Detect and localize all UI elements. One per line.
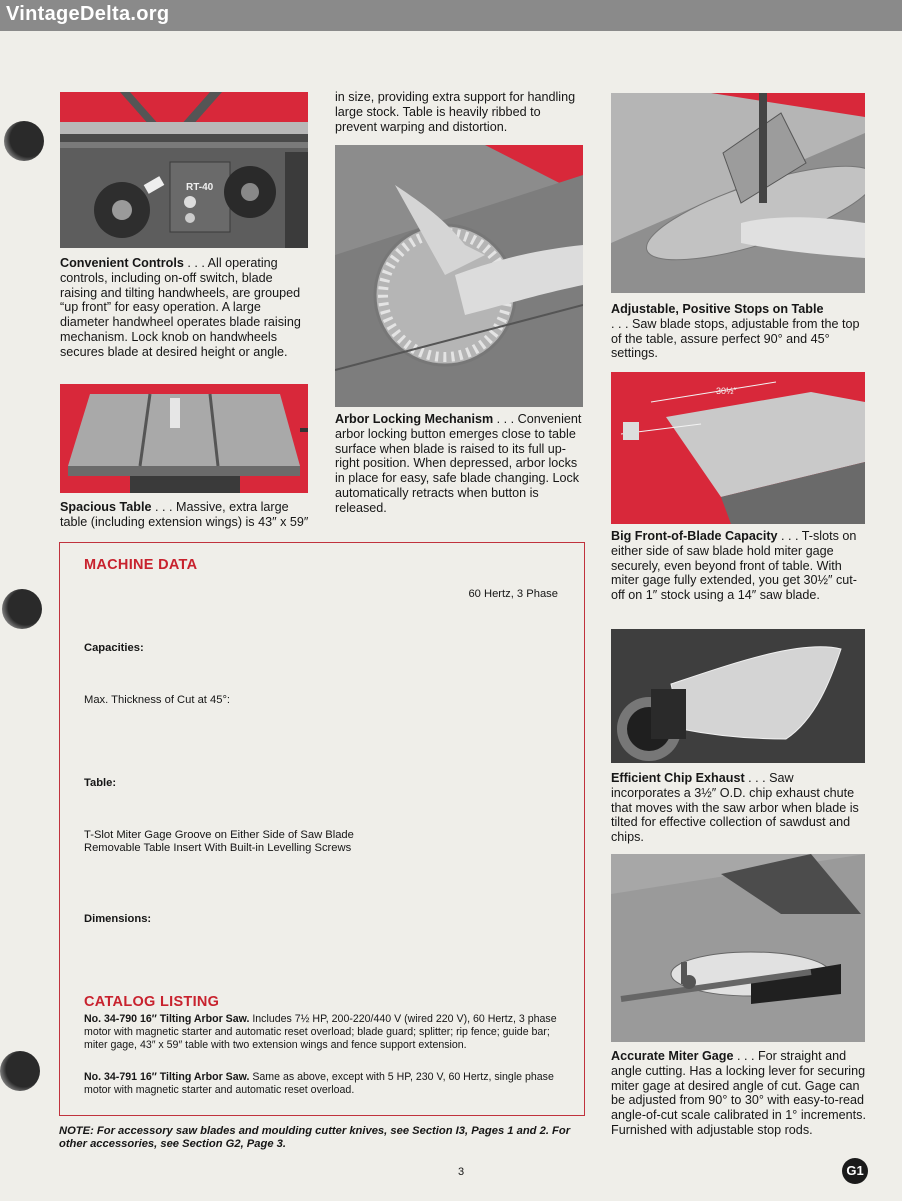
caption-title: Big Front-of-Blade Capacity — [611, 529, 778, 543]
catalog-item-34-791 — [84, 1071, 558, 1097]
capacity-dimension-label: 30½″ — [716, 386, 737, 396]
spec-motor-value-line2: 60 Hertz, 3 Phase — [468, 588, 558, 600]
spec-table-label: Table: — [84, 777, 117, 789]
caption-miter-gage: Accurate Miter Gage . . . For straight and angle cutting. Has a locking lever for securing miter gage at desired angle of cut. Gage can be adjusted from 90° to 30° with easy-to-read angle-of-cut scale calibrated in 1° increments. Furnished with adjustable stop rods. — [611, 1049, 866, 1137]
spec-thickness-label: Max. Thickness of Cut at 45°: — [84, 694, 231, 706]
binder-hole — [4, 121, 44, 161]
caption-body: Saw incorporates a 3½″ O.D. chip exhaust chute that moves with the saw arbor when blade is tilted for effective collection of sawdust and chips. — [611, 771, 859, 845]
catalog-listing-heading: CATALOG LISTING — [84, 994, 220, 1010]
caption-body: T-slots on either side of saw blade hold miter gage securely, even beyond front of table. With miter gage fully extended, you get 30½″ cut-off on 1″ stock using a 14″ saw blade. — [611, 529, 857, 603]
machine-data-heading: MACHINE DATA — [84, 557, 198, 573]
catalog-item-title: No. 34-790 16″ Tilting Arbor Saw. — [84, 1013, 250, 1025]
photo-arbor-locking — [335, 145, 583, 407]
photo-chip-exhaust — [611, 629, 865, 763]
caption-body: Massive, extra large table (including extension wings) is 43″ x 59″ — [60, 500, 309, 529]
site-header — [0, 0, 902, 31]
spec-tslot: T-Slot Miter Gage Groove on Either Side of Saw Blade — [84, 829, 354, 841]
spec-dimensions-label: Dimensions: — [84, 913, 152, 925]
binder-hole — [2, 589, 42, 629]
binder-hole — [0, 1051, 40, 1091]
caption-title: Spacious Table — [60, 500, 152, 514]
spec-table-insert: Removable Table Insert With Built-in Levelling Screws — [84, 842, 352, 854]
catalog-item-body: Same as above, except with 5 HP, 230 V, 60 Hertz, single phase motor with magnetic starter and automatic reset overload. — [84, 1071, 554, 1097]
photo-positive-stops — [611, 93, 865, 293]
photo-front-blade-capacity — [611, 372, 865, 524]
caption-title: Accurate Miter Gage — [611, 1049, 734, 1063]
page-number: 3 — [458, 1166, 465, 1178]
rt40-label: RT-40 — [186, 182, 214, 193]
photo-miter-gage — [611, 854, 865, 1042]
caption-title: Convenient Controls — [60, 256, 184, 270]
caption-title: Efficient Chip Exhaust — [611, 771, 745, 785]
accessory-note: NOTE: For accessory saw blades and moulding cutter knives, see Section I3, Pages 1 and 2. For other accessories, see Section G2, Page 3. — [59, 1125, 571, 1151]
caption-body: All operating controls, including on-off switch, blade raising and tilting handwheels, are grouped “up front” for easy operation. A large diameter handwheel operates blade raising mechanism. Lock knob on handwheels secures blade at desired height or angle. — [60, 256, 301, 359]
catalog-item-title: No. 34-791 16″ Tilting Arbor Saw. — [84, 1071, 250, 1083]
caption-spacious-table: Spacious Table . . . Massive, extra large table (including extension wings) is 43″ x 59″ — [60, 500, 310, 530]
caption-chip-exhaust: Efficient Chip Exhaust . . . Saw incorporates a 3½″ O.D. chip exhaust chute that moves with the saw arbor when blade is tilted for effective collection of sawdust and chips. — [611, 771, 859, 845]
photo-convenient-controls — [60, 92, 308, 248]
caption-title: Adjustable, Positive Stops on Table — [611, 302, 824, 316]
caption-body: Saw blade stops, adjustable from the top of the table, assure perfect 90° and 45° settings. — [611, 316, 860, 361]
catalog-item-34-790 — [84, 1013, 558, 1052]
spec-capacities-label: Capacities: — [84, 642, 144, 654]
caption-body: For straight and angle cutting. Has a locking lever for securing miter gage at desired angle of cut. Gage can be adjusted from 90° to 30° with easy-to-read angle-of-cut scale calibrated in 1° increments. Furnished with adjustable stop rods. — [611, 1049, 866, 1137]
photo-spacious-table — [60, 384, 308, 493]
caption-positive-stops: Adjustable, Positive Stops on Table . . . Saw blade stops, adjustable from the top of the table, assure perfect 90° and 45° settings. — [611, 302, 860, 361]
caption-body: Convenient arbor locking button emerges close to table surface when blade is raised to its full up-right position. When depressed, arbor locks in place for easy, safe blade changing. Lock automatically retracts when button is released. — [335, 412, 582, 515]
section-badge: G1 — [842, 1158, 868, 1184]
site-title[interactable]: VintageDelta.org — [6, 3, 170, 25]
caption-convenient-controls: Convenient Controls . . . All operating controls, including on-off switch, blade raising and tilting handwheels, are grouped “up front” for easy operation. A large diameter handwheel operates blade raising mechanism. Lock knob on handwheels secures blade at desired height or angle. — [60, 256, 301, 359]
caption-front-blade-capacity: Big Front-of-Blade Capacity . . . T-slots on either side of saw blade hold miter gage securely, even beyond front of table. With miter gage fully extended, you get 30½″ cut-off on 1″ stock using a 14″ saw blade. — [611, 529, 857, 603]
caption-arbor-locking: Arbor Locking Mechanism . . . Convenient arbor locking button emerges close to table surface when blade is raised to its full up-right position. When depressed, arbor locks in place for easy, safe blade changing. Lock automatically retracts when button is released. — [335, 412, 582, 515]
catalog-item-body: Includes 7½ HP, 200-220/440 V (wired 220 V), 60 Hertz, 3 phase motor with magnetic starter and automatic reset overload; blade guard; splitter; rip fence; guide bar; miter gage, 43″ x 59″ table with two extension wings and fence support extension. — [84, 1013, 557, 1052]
caption-title: Arbor Locking Mechanism — [335, 412, 494, 426]
caption-spacious-table-continued: in size, providing extra support for handling large stock. Table is heavily ribbed to prevent warping and distortion. — [335, 90, 576, 134]
